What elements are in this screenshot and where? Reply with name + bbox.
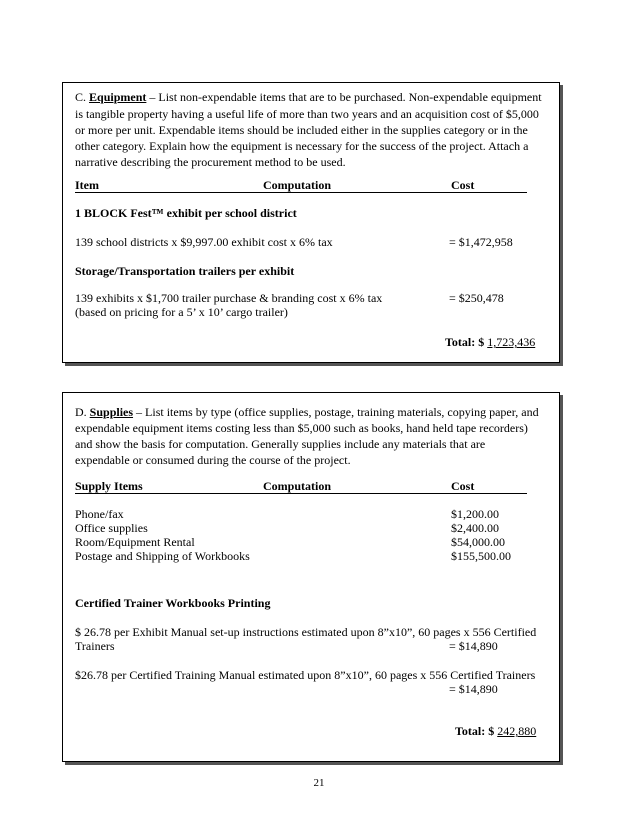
equipment-group-2-title: Storage/Transportation trailers per exhibit <box>75 264 295 278</box>
equipment-group-2-cost: = $250,478 <box>449 291 504 305</box>
supply-item-name: Postage and Shipping of Workbooks <box>75 549 250 563</box>
supply-item-name: Office supplies <box>75 521 148 535</box>
equipment-intro-line-4: other category. Explain how the equipment is necessary for the success of the project. Attach a <box>75 139 529 153</box>
equipment-intro-line-3: or more per unit. Expendable items should be included either in the supplies category or in the <box>75 123 528 137</box>
supply-item-name: Phone/fax <box>75 507 124 521</box>
supplies-header-cost: Cost <box>451 479 475 493</box>
cert-line-2: Trainers <box>75 639 115 653</box>
supplies-total-label: Total: $ <box>455 724 495 738</box>
equipment-group-1-cost: = $1,472,958 <box>449 235 513 249</box>
supplies-intro-line-4: expendable or consumed during the course of the project. <box>75 453 351 467</box>
equipment-group-2-desc-2: (based on pricing for a 5’ x 10’ cargo trailer) <box>75 305 288 319</box>
supply-item-cost: $155,500.00 <box>451 549 511 563</box>
supplies-header-item: Supply Items <box>75 479 143 493</box>
equipment-title: Equipment <box>89 90 147 104</box>
supplies-header-computation: Computation <box>263 479 332 493</box>
cert-workbooks-title: Certified Trainer Workbooks Printing <box>75 596 271 610</box>
supplies-title: Supplies <box>89 405 134 419</box>
equipment-group-2-desc: 139 exhibits x $1,700 trailer purchase & branding cost x 6% tax <box>75 291 383 305</box>
equipment-intro-line-1 <box>75 90 542 104</box>
equipment-total <box>445 335 535 349</box>
page-number: 21 <box>313 777 325 789</box>
cert-line-1: $ 26.78 per Exhibit Manual set-up instructions estimated upon 8”x10”, 60 pages x 556 Certified <box>75 625 537 639</box>
cert-2-line-1: $26.78 per Certified Training Manual estimated upon 8”x10”, 60 pages x 556 Certified Trainers <box>75 668 536 682</box>
supply-item-cost: $54,000.00 <box>451 535 505 549</box>
equipment-header-cost: Cost <box>451 178 475 192</box>
supplies-header-rule <box>75 493 527 494</box>
equipment-header-computation: Computation <box>263 178 332 192</box>
equipment-group-1-title: 1 BLOCK Fest™ exhibit per school district <box>75 206 297 220</box>
supply-item-cost: $2,400.00 <box>451 521 499 535</box>
equipment-intro-text-1: – List non-expendable items that are to be purchased. Non-expendable equipment <box>146 90 542 104</box>
equipment-label: C. <box>75 90 87 104</box>
cert-2-cost: = $14,890 <box>449 682 498 696</box>
supplies-intro-line-1 <box>75 405 539 419</box>
equipment-total-label: Total: $ <box>445 335 485 349</box>
supplies-label: D. <box>75 405 87 419</box>
equipment-intro-line-5: narrative describing the procurement method to be used. <box>75 155 346 169</box>
equipment-intro-line-2: is tangible property having a useful life of more than two years and an acquisition cost of $5,000 <box>75 107 539 121</box>
supplies-total-value: 242,880 <box>497 724 537 738</box>
equipment-header-item: Item <box>75 178 99 192</box>
supplies-intro-line-3: and show the basis for computation. Generally supplies include any materials that are <box>75 437 486 451</box>
supplies-intro-line-2: expendable equipment items costing less than $5,000 such as books, hand held tape recorders) <box>75 421 528 435</box>
equipment-header-rule <box>75 192 527 193</box>
cert-1-cost: = $14,890 <box>449 639 498 653</box>
supplies-intro-text-1: – List items by type (office supplies, postage, training materials, copying paper, and <box>133 405 539 419</box>
equipment-section <box>62 82 560 363</box>
supply-item-cost: $1,200.00 <box>451 507 499 521</box>
equipment-total-value: 1,723,436 <box>487 335 536 349</box>
equipment-group-1-desc: 139 school districts x $9,997.00 exhibit cost x 6% tax <box>75 235 333 249</box>
supplies-total <box>455 724 536 738</box>
supply-item-name: Room/Equipment Rental <box>75 535 195 549</box>
supplies-section <box>62 392 560 762</box>
